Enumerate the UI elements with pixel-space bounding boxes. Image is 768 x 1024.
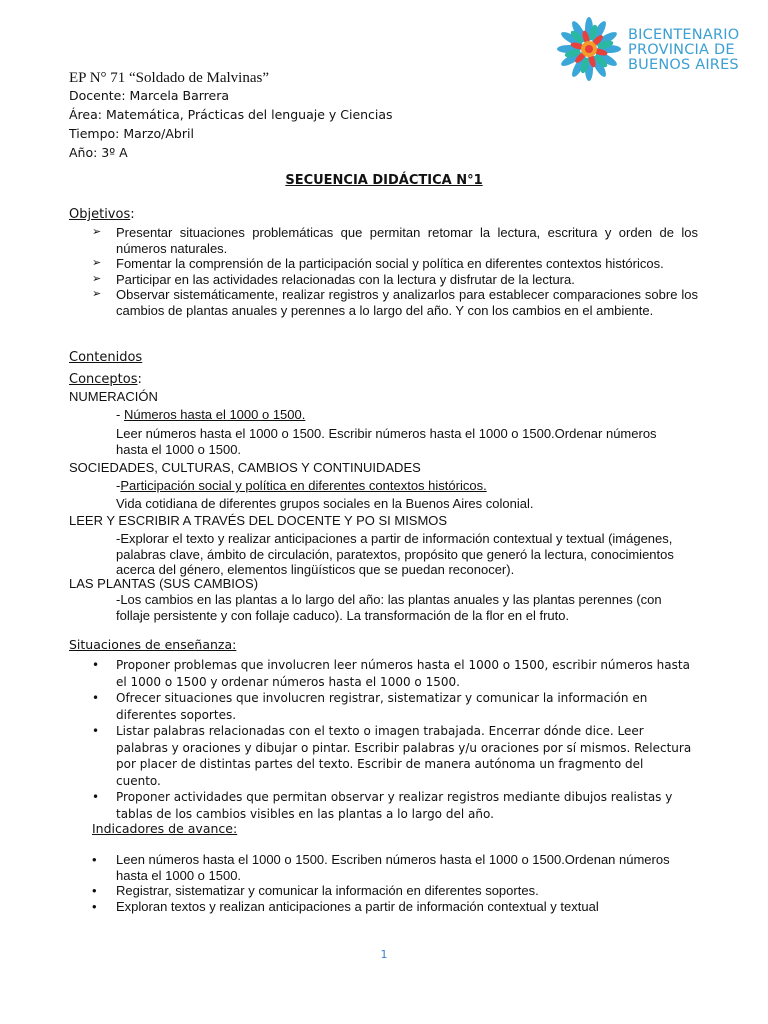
arrow-bullet-icon: ➢ (92, 257, 102, 269)
arrow-bullet-icon: ➢ (92, 288, 102, 300)
logo-line-1: BICENTENARIO (628, 27, 740, 43)
header-meta (69, 86, 393, 162)
objetivo-text: Fomentar la comprensión de la participación social y política en diferentes contextos históricos. (116, 256, 664, 271)
situaciones-label: Situaciones de enseñanza: (69, 637, 237, 652)
list-item (92, 272, 698, 288)
indicador-text: Registrar, sistematizar y comunicar la información en diferentes soportes. (116, 883, 539, 898)
list-item (92, 690, 692, 723)
indicador-text: Exploran textos y realizan anticipaciones a partir de información contextual y textual (116, 898, 599, 914)
list-item (92, 723, 692, 789)
contenidos-label: Contenidos (69, 350, 143, 365)
section-body-numeracion: Leer números hasta el 1000 o 1500. Escribir números hasta el 1000 o 1500.Ordenar números hasta el 1000 o 1500. (116, 426, 657, 457)
arrow-bullet-icon: ➢ (92, 226, 102, 238)
section-body-sociedades: Vida cotidiana de diferentes grupos sociales en la Buenos Aires colonial. (116, 496, 534, 511)
objetivo-text: Presentar situaciones problemáticas que permitan retomar la lectura, escritura y orden de los números naturales. (116, 225, 698, 256)
objetivo-text: Participar en las actividades relacionadas con la lectura y disfrutar de la lectura. (116, 271, 575, 287)
sub-text: Participación social y política en diferentes contextos históricos. (120, 478, 487, 493)
conceptos-label: Conceptos (69, 372, 138, 387)
page-number: 1 (380, 948, 388, 961)
page-title: SECUENCIA DIDÁCTICA N°1 (285, 173, 483, 188)
time-line: Tiempo: Marzo/Abril (69, 126, 194, 141)
indicadores-label: Indicadores de avance: (92, 821, 238, 836)
situacion-text: Listar palabras relacionadas con el texto o imagen trabajada. Encerrar dónde dice. Leer palabras y oraciones y dibujar o pintar. Escribir palabras y/u oraciones por sí mismos. Relectura por placer de distintas partes del texto. Escribir de manera autónoma un fragmento del cuento. (116, 724, 692, 788)
objetivos-list (92, 225, 698, 318)
area-line: Área: Matemática, Prácticas del lenguaje y Ciencias (69, 107, 393, 122)
logo-line-2: PROVINCIA DE (628, 42, 735, 58)
conceptos-colon: : (137, 372, 142, 387)
conceptos-heading (69, 372, 142, 387)
list-item (92, 225, 698, 256)
section-heading-plantas: LAS PLANTAS (SUS CAMBIOS) (69, 576, 259, 591)
dot-bullet-icon: • (92, 898, 97, 914)
objetivos-label: Objetivos (69, 207, 131, 222)
list-item (92, 899, 692, 915)
indicador-text: Leen números hasta el 1000 o 1500. Escriben números hasta el 1000 o 1500.Ordenan números hasta el 1000 o 1500. (116, 852, 670, 883)
bicentenario-logo (556, 16, 740, 80)
school-name: EP N° 71 “Soldado de Malvinas” (69, 70, 269, 86)
dot-bullet-icon: • (92, 724, 100, 738)
objetivos-heading (69, 207, 135, 222)
dot-bullet-icon: • (92, 883, 97, 898)
list-item (92, 852, 692, 883)
objetivo-text: Observar sistemáticamente, realizar registros y analizarlos para establecer comparaciones sobre los cambios de plantas anuales y perennes a lo largo del año. Y con los cambios en el ambiente. (116, 287, 698, 318)
section-sub-numeracion (116, 407, 305, 423)
logo-line-3: BUENOS AIRES (628, 57, 739, 73)
section-sub-sociedades (116, 478, 487, 494)
section-body-plantas: -Los cambios en las plantas a lo largo del año: las plantas anuales y las plantas perennes (con follaje persistente y con follaje caduco). La transformación de la flor en el fruto. (116, 592, 662, 623)
list-item (92, 789, 692, 822)
section-body-leer: -Explorar el texto y realizar anticipaciones a partir de información contextual y textual (imágenes, palabras clave, ámbito de circulación, paratextos, propósito que generó la lectura, conocimientos acerca del género, elementos lingüísticos que se puedan reconocer). (116, 531, 674, 577)
list-item (92, 256, 698, 272)
list-item (92, 657, 692, 690)
situacion-text: Proponer actividades que permitan observar y realizar registros mediante dibujos realistas y tablas de los cambios visibles en las plantas a lo largo del año. (116, 790, 673, 821)
objetivos-colon: : (130, 207, 135, 222)
sub-text: Números hasta el 1000 o 1500. (123, 407, 306, 422)
dot-bullet-icon: • (92, 658, 100, 672)
section-heading-sociedades: SOCIEDADES, CULTURAS, CAMBIOS Y CONTINUIDADES (69, 460, 421, 475)
dot-bullet-icon: • (92, 852, 97, 867)
section-heading-numeracion: NUMERACIÓN (69, 389, 158, 404)
situacion-text: Proponer problemas que involucren leer números hasta el 1000 o 1500, escribir números hasta el 1000 o 1500 y ordenar números hasta el 1000 o 1500. (116, 658, 690, 689)
indicadores-list (92, 852, 692, 914)
sub-prefix: - (116, 407, 124, 422)
year-line: Año: 3º A (69, 145, 128, 160)
logo-text (628, 28, 739, 73)
list-item (92, 287, 698, 318)
teacher-line: Docente: Marcela Barrera (69, 88, 230, 103)
section-heading-leer: LEER Y ESCRIBIR A TRAVÉS DEL DOCENTE Y PO SI MISMOS (69, 513, 448, 528)
arrow-bullet-icon: ➢ (92, 272, 102, 285)
situaciones-list (92, 657, 692, 822)
list-item (92, 883, 692, 899)
dot-bullet-icon: • (92, 691, 100, 705)
situacion-text: Ofrecer situaciones que involucren registrar, sistematizar y comunicar la información en diferentes soportes. (116, 691, 648, 722)
sub-prefix: - (116, 478, 121, 493)
sun-logo-icon (556, 16, 622, 82)
dot-bullet-icon: • (92, 790, 100, 804)
